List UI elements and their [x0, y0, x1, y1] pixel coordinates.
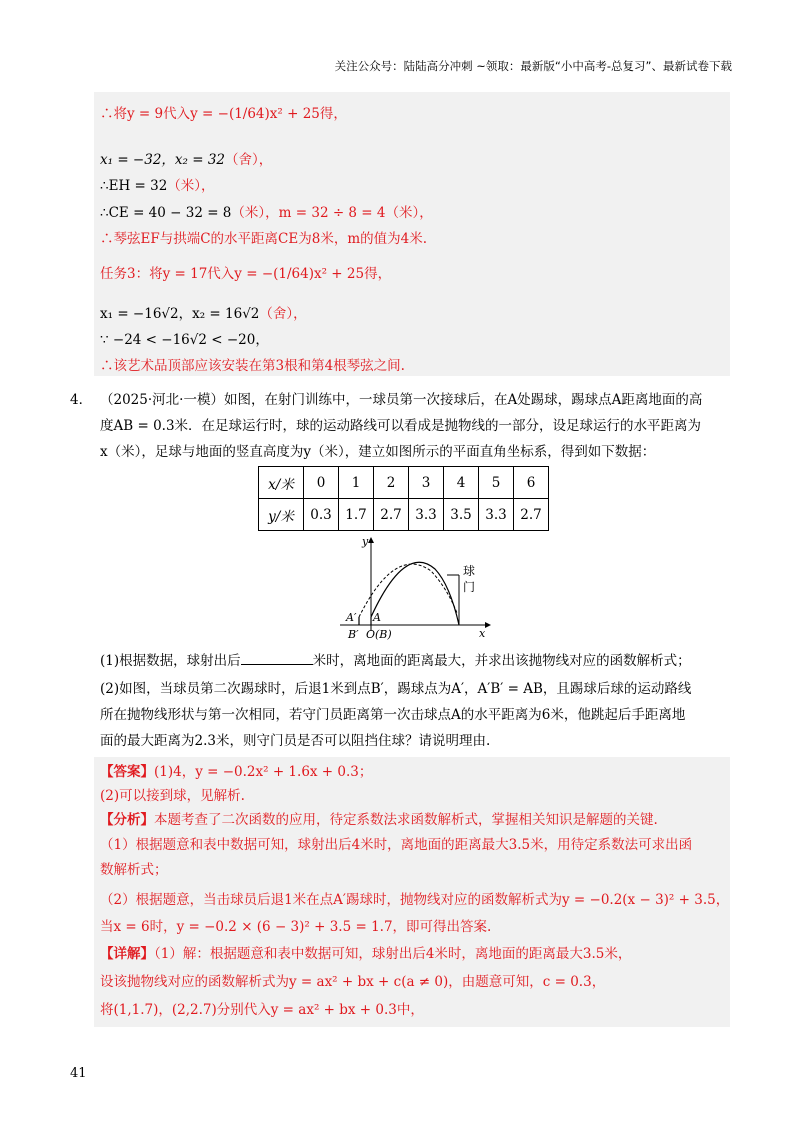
trajectory-second — [359, 564, 457, 617]
question-number: 4． — [70, 392, 93, 408]
solution-line-9: ∴该艺术品顶部应该安装在第3根和第4根琴弦之间. — [100, 358, 405, 374]
table-cell: 4 — [444, 467, 479, 499]
data-table — [258, 466, 549, 531]
label-o-b: O(B) — [366, 628, 392, 641]
goal-label-2: 门 — [463, 580, 476, 594]
table-cell: 2.7 — [374, 499, 409, 531]
table-cell: 1 — [339, 467, 374, 499]
table-cell: 6 — [514, 467, 549, 499]
goal-label-1: 球 — [463, 564, 476, 578]
answer-line-2: (2)可以接到球，见解析. — [100, 788, 245, 804]
table-header-x: x/米 — [259, 467, 304, 499]
label-a: A — [373, 611, 381, 624]
table-cell: 3.3 — [409, 499, 444, 531]
table-cell: 0.3 — [304, 499, 339, 531]
table-cell: 1.7 — [339, 499, 374, 531]
solution-line-3: ∴EH = 32（米）， — [100, 178, 215, 194]
page-number: 41 — [70, 1066, 87, 1081]
analysis-line-4: （2）根据题意，当击球员后退1米在点A′踢球时，抛物线对应的函数解析式为y = −0.2(x − 3)² + 3.5， — [100, 892, 730, 908]
table-cell: 3.3 — [479, 499, 514, 531]
analysis-line-5: 当x = 6时，y = −0.2 × (6 − 3)² + 3.5 = 1.7，即可得出答案. — [100, 919, 492, 935]
y-axis-label: y — [362, 535, 369, 548]
table-row — [259, 467, 549, 499]
detail-line-1: 【详解】（1）解：根据题意和表中数据可知，球射出后4米时，离地面的距离最大3.5米， — [100, 946, 632, 962]
table-row — [259, 499, 549, 531]
question-line-2: 度AB = 0.3米．在足球运行时，球的运动路线可以看成是抛物线的一部分，设足球运行的水平距离为 — [100, 418, 702, 434]
question-line-3: x（米），足球与地面的竖直高度为y（米），建立如图所示的平面直角坐标系，得到如下数据： — [100, 444, 656, 460]
answer-line-1: 【答案】(1)4，y = −0.2x² + 1.6x + 0.3； — [100, 764, 373, 780]
table-cell: 0 — [304, 467, 339, 499]
solution-line-6: 任务3：将y = 17代入y = −(1/64)x² + 25得， — [100, 266, 392, 282]
subquestion-2-line-2: 所在抛物线形状与第一次相同，若守门员距离第一次击球点A的水平距离为6米，他跳起后手距离地 — [100, 707, 686, 723]
solution-line-4: ∴CE = 40 − 32 = 8（米），m = 32 ÷ 8 = 4（米）， — [100, 205, 433, 221]
answer-blank[interactable] — [241, 650, 313, 665]
solution-line-5: ∴琴弦EF与拱端C的水平距离CE为8米，m的值为4米. — [100, 231, 428, 247]
question-line-1: （2025·河北·一模）如图，在射门训练中，一球员第一次接球后，在A处踢球，踢球点A距离地面的高 — [100, 392, 703, 408]
x-axis-label: x — [479, 627, 486, 640]
solution-line-2: x₁ = −32，x₂ = 32（舍）， — [100, 152, 273, 168]
page-header: 关注公众号：陆陆高分冲刺 ~领取：最新版“小中高考-总复习”、最新试卷下载 — [334, 59, 732, 73]
table-cell: 3.5 — [444, 499, 479, 531]
subquestion-2-line-1: (2)如图，当球员第二次踢球时，后退1米到点B′，踢球点为A′，A′B′ = AB，且踢球后球的运动路线 — [100, 681, 692, 697]
solution-line-1: ∴将y = 9代入y = −(1/64)x² + 25得， — [100, 106, 347, 122]
label-a-prime: A′ — [346, 611, 357, 624]
subquestion-1: (1)根据数据，球射出后 米时，离地面的距离最大，并求出该抛物线对应的函数解析式； — [100, 650, 691, 671]
label-b-prime: B′ — [348, 628, 359, 641]
trajectory-first — [371, 562, 459, 625]
table-cell: 2.7 — [514, 499, 549, 531]
table-cell: 5 — [479, 467, 514, 499]
analysis-line-2: （1）根据题意和表中数据可知，球射出后4米时，离地面的距离最大3.5米，用待定系数法可求出函 — [100, 837, 693, 853]
y-axis-arrow — [368, 537, 374, 543]
detail-line-3: 将(1,1.7)，(2,2.7)分别代入y = ax² + bx + 0.3中， — [100, 1002, 424, 1018]
subquestion-2-line-3: 面的最大距离为2.3米，则守门员是否可以阻挡住球？请说明理由. — [100, 733, 491, 749]
solution-line-8: ∵ −24 < −16√2 < −20， — [100, 332, 269, 348]
table-cell: 3 — [409, 467, 444, 499]
analysis-line-1: 【分析】本题考查了二次函数的应用，待定系数法求函数解析式，掌握相关知识是解题的关键. — [100, 812, 658, 828]
trajectory-figure — [335, 533, 495, 643]
x-axis-arrow — [485, 622, 491, 628]
table-cell: 2 — [374, 467, 409, 499]
detail-line-2: 设该抛物线对应的函数解析式为y = ax² + bx + c(a ≠ 0)，由题意可知，c = 0.3， — [100, 974, 606, 990]
table-header-y: y/米 — [259, 499, 304, 531]
analysis-line-3: 数解析式； — [100, 862, 168, 878]
solution-line-7: x₁ = −16√2，x₂ = 16√2（舍）， — [100, 306, 307, 322]
